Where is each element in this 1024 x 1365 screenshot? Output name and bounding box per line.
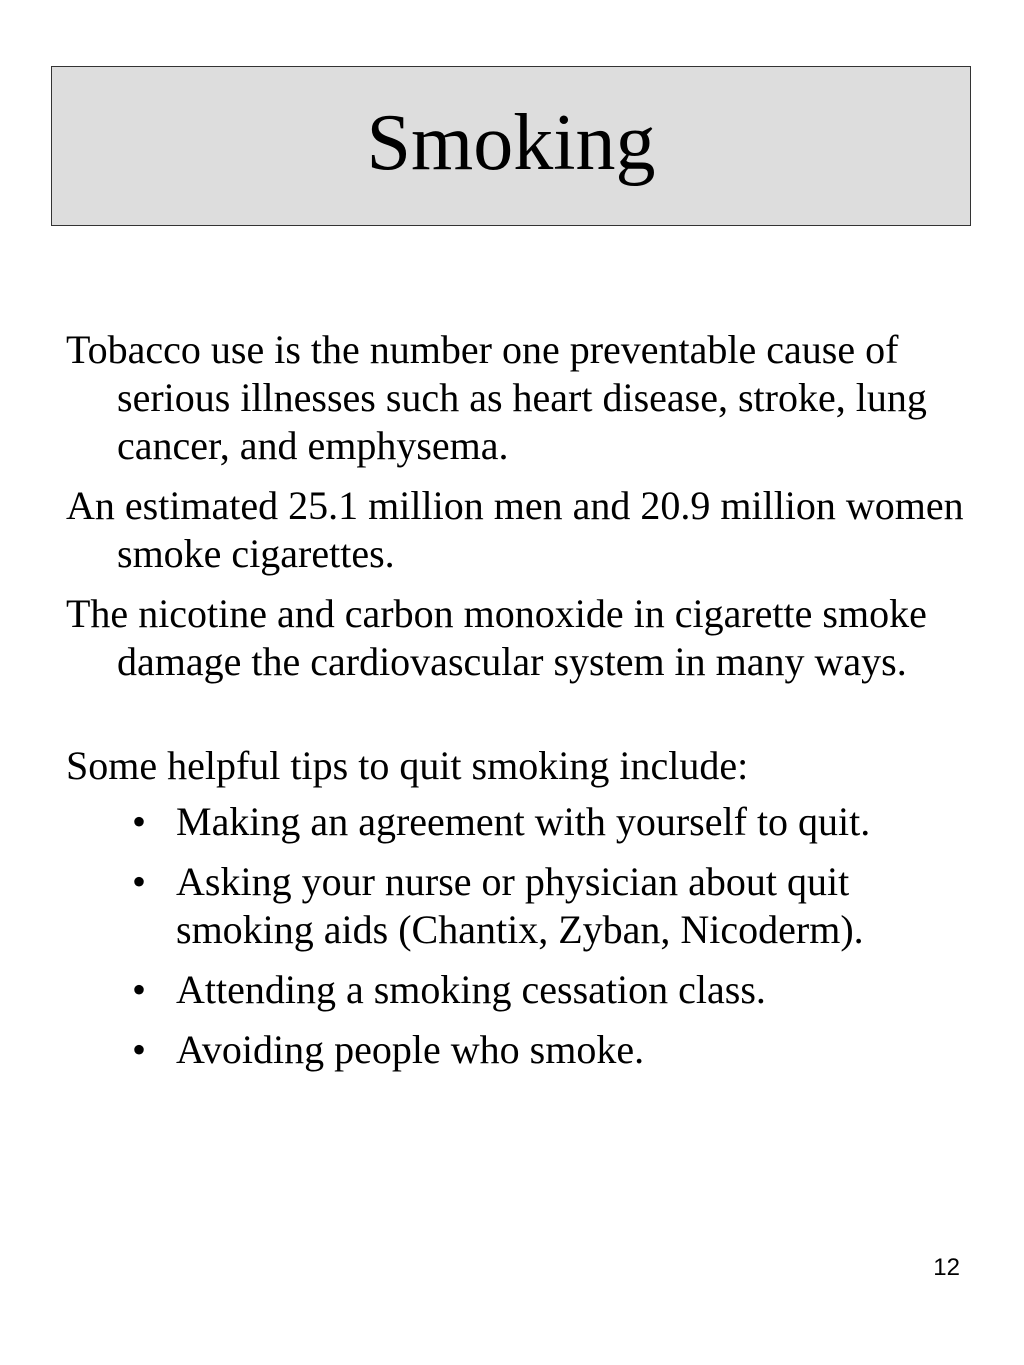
paragraph-cardiovascular-damage: The nicotine and carbon monoxide in cigarette smoke damage the cardiovascular system in many ways.	[66, 591, 927, 684]
bullet-icon: •	[132, 859, 147, 904]
paragraph-smoker-estimate: An estimated 25.1 million men and 20.9 million women smoke cigarettes.	[66, 483, 964, 576]
tip-text: Avoiding people who smoke.	[176, 1027, 645, 1072]
tips-heading: Some helpful tips to quit smoking include:	[66, 743, 749, 788]
bullet-icon: •	[132, 967, 147, 1012]
tip-item	[66, 858, 966, 954]
tip-item	[66, 798, 966, 846]
tip-text: Attending a smoking cessation class.	[176, 967, 766, 1012]
bullet-icon: •	[132, 799, 147, 844]
tips-list	[66, 798, 966, 1074]
bullet-icon: •	[132, 1027, 147, 1072]
title-box	[51, 66, 971, 226]
tip-item	[66, 966, 966, 1014]
page-number: 12	[933, 1254, 960, 1281]
paragraph-tobacco-use: Tobacco use is the number one preventable cause of serious illnesses such as heart disease, stroke, lung cancer, and emphysema.	[66, 327, 927, 468]
tip-text: Making an agreement with yourself to quit.	[176, 799, 871, 844]
tip-text: Asking your nurse or physician about quit smoking aids (Chantix, Zyban, Nicoderm).	[176, 859, 864, 952]
slide-body	[66, 326, 966, 1086]
tip-item	[66, 1026, 966, 1074]
slide-title: Smoking	[366, 99, 656, 187]
